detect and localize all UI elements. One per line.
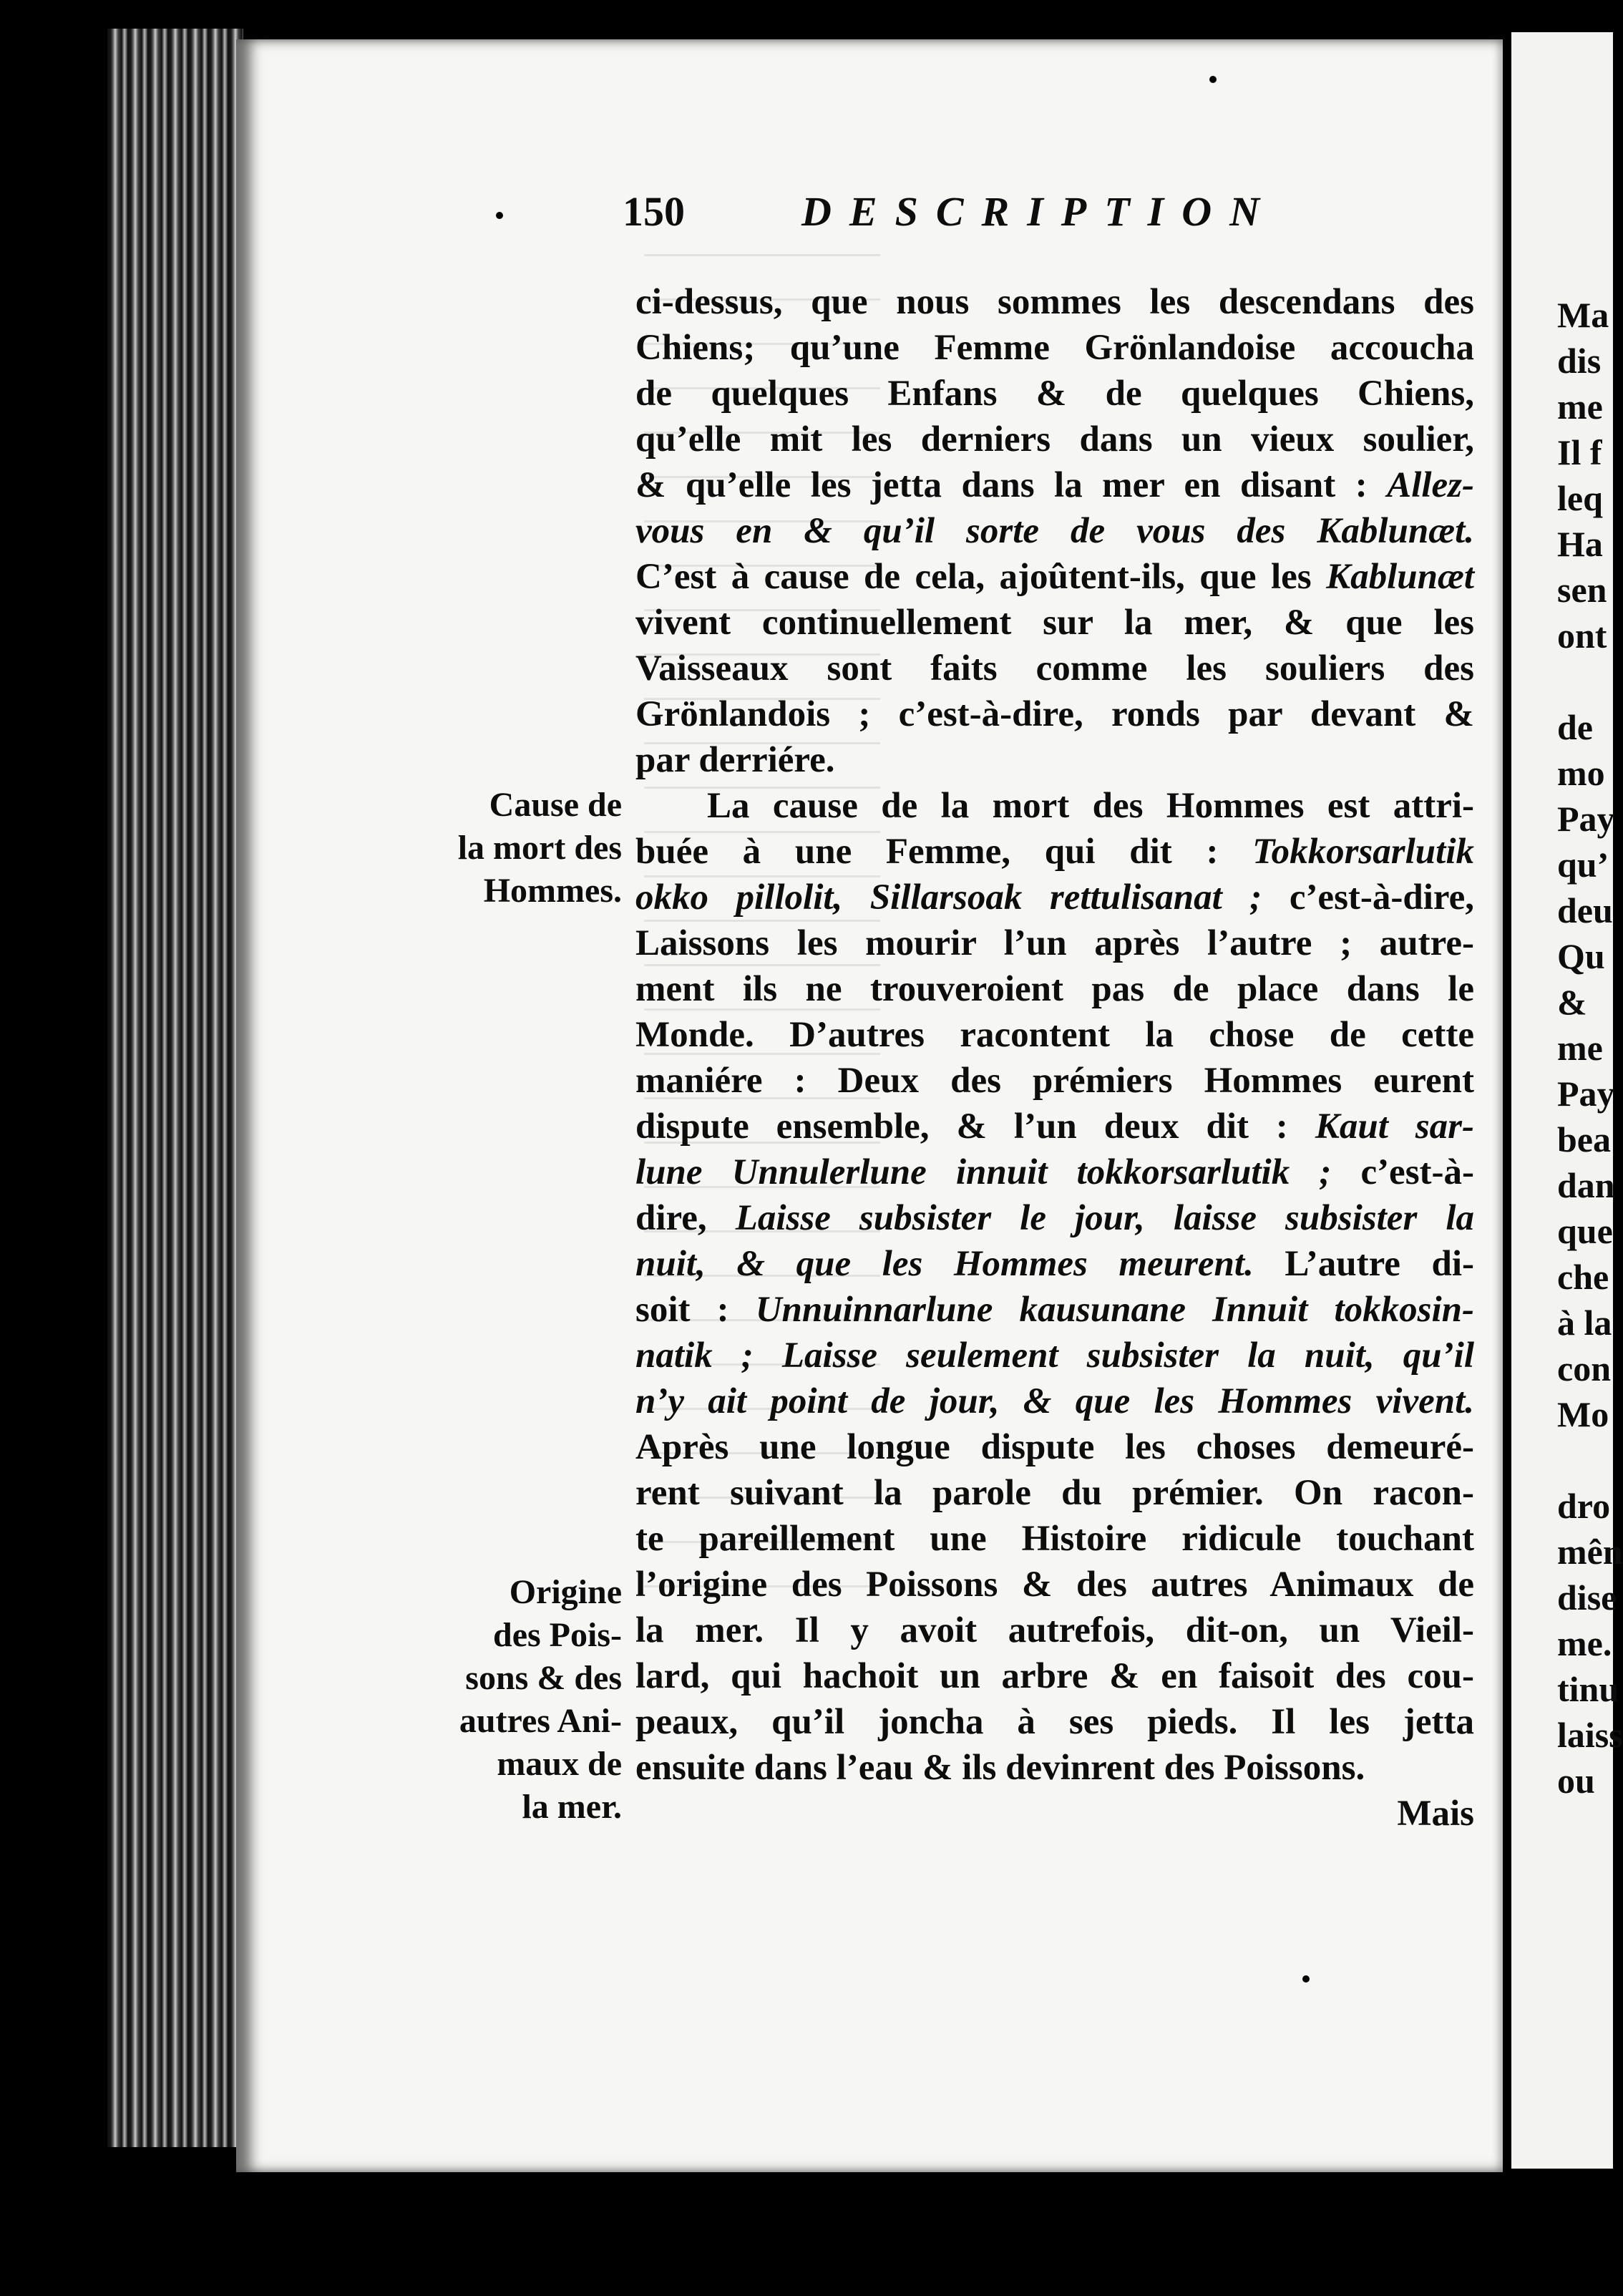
margin-note-line: la mer. <box>522 1788 622 1826</box>
right-page-line: che <box>1557 1257 1609 1297</box>
text-run: lard, qui hachoit un arbre & en faisoit des cou- <box>635 1656 1474 1696</box>
text-run: ment ils ne trouveroient pas de place dans le <box>635 969 1474 1009</box>
text-run: Monde. D’autres racontent la chose de cette <box>635 1015 1474 1055</box>
text-line <box>635 1195 1474 1241</box>
right-page-line: à la <box>1557 1303 1612 1343</box>
text-run: par derriére. <box>635 740 835 780</box>
text-run: te pareillement une Histoire ridicule touchant <box>635 1519 1474 1559</box>
text-line <box>635 1699 1474 1745</box>
text-run: c’est-à- <box>1331 1152 1474 1192</box>
margin-note-line: Cause de <box>489 786 622 824</box>
margin-note-line: sons & des <box>465 1659 622 1697</box>
right-page-line: Pay <box>1557 1074 1615 1114</box>
right-page-line: qu’ <box>1557 845 1609 885</box>
text-run: L’autre di- <box>1253 1244 1474 1284</box>
right-page-line: & <box>1557 982 1587 1022</box>
right-page-line: Pay <box>1557 799 1615 839</box>
right-page-line: Ha <box>1557 524 1603 564</box>
text-line <box>635 691 1474 737</box>
right-page-line: dise <box>1557 1577 1617 1618</box>
text-run: ensuite dans l’eau & ils devinrent des Poissons. <box>635 1748 1365 1788</box>
italic-run: natik ; Laisse seulement subsister la nuit, qu’il <box>635 1336 1474 1376</box>
right-page-line: Qu <box>1557 936 1605 976</box>
text-line <box>635 966 1474 1012</box>
italic-run: nuit, & que les Hommes meurent. <box>635 1244 1254 1284</box>
right-page-line: me. <box>1557 1623 1612 1663</box>
margin-note-line: autres Ani- <box>459 1702 622 1740</box>
text-run: peaux, qu’il joncha à ses pieds. Il les jetta <box>635 1702 1474 1742</box>
text-run: Laissons les mourir l’un après l’autre ; autre- <box>635 923 1474 963</box>
text-run: l’origine des Poissons & des autres Animaux de <box>635 1565 1474 1605</box>
text-line <box>635 1333 1474 1378</box>
text-line <box>635 1470 1474 1516</box>
text-line <box>635 417 1474 462</box>
text-line <box>635 1562 1474 1607</box>
running-title: DESCRIPTION <box>801 188 1277 235</box>
text-run: & qu’elle les jetta dans la mer en disant : <box>635 465 1388 505</box>
text-line <box>635 325 1474 371</box>
text-run: vivent continuellement sur la mer, & que les <box>635 603 1474 643</box>
margin-note-origine-poissons <box>459 1571 622 1829</box>
right-page-line: sen <box>1557 570 1607 610</box>
text-line <box>635 279 1474 325</box>
text-line <box>635 1058 1474 1104</box>
margin-note-line: Hommes. <box>483 872 622 910</box>
text-line <box>635 508 1474 554</box>
right-page-line: laiss <box>1557 1715 1623 1755</box>
right-page-line: bea <box>1557 1119 1611 1159</box>
text-line <box>635 783 1474 829</box>
text-run: c’est-à-dire, <box>1262 877 1474 918</box>
text-line <box>635 1149 1474 1195</box>
text-line <box>635 462 1474 508</box>
text-line <box>635 875 1474 920</box>
italic-run: Unnuinnarlune kausunane Innuit tokkosin- <box>755 1290 1475 1330</box>
text-line <box>635 646 1474 691</box>
right-page-line: deu <box>1557 890 1613 930</box>
right-page-line: de <box>1557 707 1593 747</box>
text-run: C’est à cause de cela, ajoûtent-ils, que les <box>635 557 1327 597</box>
italic-run: vous en & qu’il sorte de vous des Kablunæt. <box>635 511 1474 551</box>
text-run: ci-dessus, que nous sommes les descendans des <box>635 282 1474 322</box>
text-run: Chiens; qu’une Femme Grönlandoise accoucha <box>635 328 1474 368</box>
text-line <box>635 1516 1474 1562</box>
margin-note-line: des Pois- <box>493 1616 622 1654</box>
right-page-line: Ma <box>1557 295 1609 335</box>
italic-run: lune Unnulerlune innuit tokkorsarlutik ; <box>635 1152 1332 1192</box>
text-run: qu’elle mit les derniers dans un vieux soulier, <box>635 419 1474 459</box>
italic-run: Kablunæt <box>1326 557 1474 597</box>
text-line <box>635 1424 1474 1470</box>
right-page-fragment <box>1511 32 1623 2169</box>
text-line <box>635 1287 1474 1333</box>
text-line <box>635 600 1474 646</box>
page-number: 150 <box>623 188 685 235</box>
right-page-line: leq <box>1557 478 1603 518</box>
right-page-line: tinu <box>1557 1669 1619 1709</box>
margin-note-cause-mort <box>458 784 622 913</box>
text-run: buée à une Femme, qui dit : <box>635 832 1253 872</box>
italic-run: Kaut sar- <box>1315 1106 1474 1147</box>
text-line <box>635 737 1474 783</box>
right-page-line: me <box>1557 1028 1603 1068</box>
text-run: Grönlandois ; c’est-à-dire, ronds par devant & <box>635 694 1474 734</box>
right-page-line: Mo <box>1557 1394 1609 1434</box>
book-spine <box>107 29 243 2147</box>
text-line <box>635 1653 1474 1699</box>
margin-note-line: Origine <box>509 1573 622 1611</box>
text-run: soit : <box>635 1290 756 1330</box>
text-run: dire, <box>635 1198 736 1238</box>
italic-run: okko pillolit, Sillarsoak rettulisanat ; <box>635 877 1262 918</box>
margin-note-line: maux de <box>497 1745 622 1783</box>
text-run: rent suivant la parole du prémier. On racon- <box>635 1473 1474 1513</box>
text-run: de quelques Enfans & de quelques Chiens, <box>635 374 1474 414</box>
italic-run: Allez- <box>1387 465 1474 505</box>
text-line <box>635 1378 1474 1424</box>
text-run: dispute ensemble, & l’un deux dit : <box>635 1106 1315 1147</box>
text-run: Vaisseaux sont faits comme les souliers des <box>635 648 1474 689</box>
right-page-line: Il f <box>1557 432 1602 472</box>
text-run: La cause de la mort des Hommes est attri- <box>707 786 1474 826</box>
right-page-line: ont <box>1557 616 1607 656</box>
text-line <box>635 1012 1474 1058</box>
text-line <box>635 1104 1474 1149</box>
text-line <box>635 920 1474 966</box>
print-speck <box>496 212 503 219</box>
text-line <box>635 554 1474 600</box>
right-page-line: me <box>1557 386 1603 427</box>
italic-run: Laisse subsister le jour, laisse subsister la <box>735 1198 1474 1238</box>
text-run: la mer. Il y avoit autrefois, dit-on, un Vieil- <box>635 1610 1474 1650</box>
right-page-line: que <box>1557 1211 1613 1251</box>
catchword: Mais <box>1397 1794 1474 1834</box>
body-text <box>635 279 1474 1837</box>
right-page-line: ou <box>1557 1761 1595 1801</box>
text-line <box>635 1745 1474 1791</box>
text-run: maniére : Deux des prémiers Hommes eurent <box>635 1061 1474 1101</box>
right-page-line: dro <box>1557 1486 1611 1526</box>
italic-run: Tokkorsarlutik <box>1252 832 1474 872</box>
print-speck <box>1209 76 1217 83</box>
print-speck <box>1302 1975 1310 1983</box>
text-line <box>635 1607 1474 1653</box>
right-page-line: con <box>1557 1348 1611 1388</box>
right-page-line: mo <box>1557 753 1605 793</box>
margin-note-line: la mort des <box>457 829 622 867</box>
page-header <box>623 188 1338 238</box>
right-page-line: mên <box>1557 1532 1623 1572</box>
text-line <box>635 371 1474 417</box>
text-run: Après une longue dispute les choses demeuré- <box>635 1427 1474 1467</box>
right-page-line: dis <box>1557 341 1602 381</box>
italic-run: n’y ait point de jour, & que les Hommes vivent. <box>635 1381 1474 1421</box>
right-page-line: dan <box>1557 1165 1615 1205</box>
text-line <box>635 1241 1474 1287</box>
text-line <box>635 829 1474 875</box>
